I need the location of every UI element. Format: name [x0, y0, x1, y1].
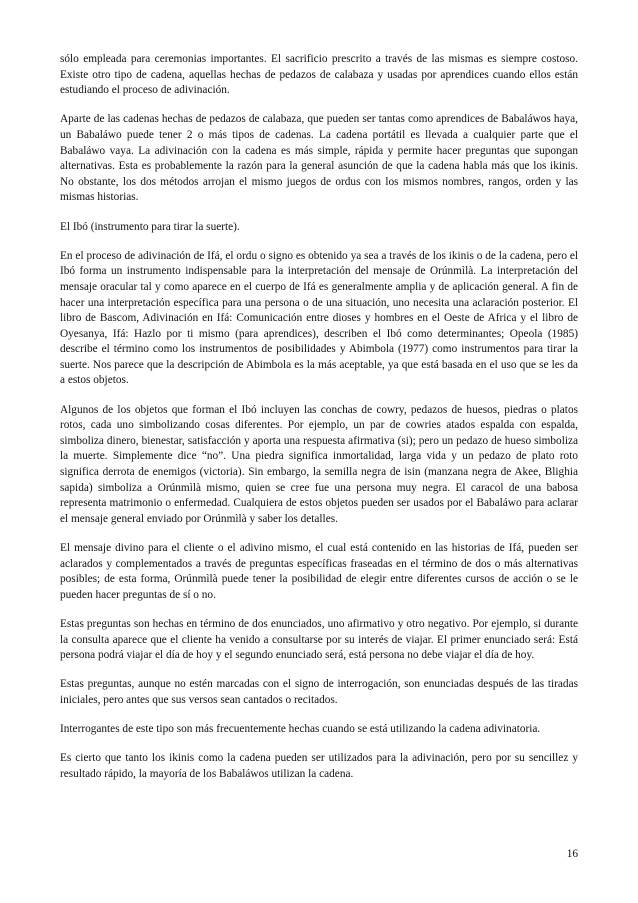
page-number: 16	[566, 848, 578, 860]
paragraph-8: Estas preguntas, aunque no estén marcadas con el signo de interrogación, son enunciadas después de las tiradas iniciales, pero antes que sus versos sean cantados o recitados.	[60, 678, 578, 706]
paragraph-7: Estas preguntas son hechas en término de dos enunciados, uno afirmativo y otro negativo. Por ejemplo, si durante la consulta aparece que el cliente ha venido a consultarse por su interés de viajar. El primer enunciado será: Está persona podrá viajar el día de hoy y el segundo enunciado será, está persona no debe viajar el día de hoy.	[60, 617, 578, 662]
paragraph-2: Aparte de las cadenas hechas de pedazos de calabaza, que pueden ser tantas como aprendices de Babaláwos haya, un Babaláwo puede tener 2 o más tipos de cadenas. La cadena portátil es llevada a cualquier parte que el Babaláwo vaya. La adivinación con la cadena es más simple, rápida y permite hacer preguntas que supongan alternativas. Esta es probablemente la razón para la general asunción de que la cadena habla más que los ikinis. No obstante, los dos métodos arrojan el mismo juegos de ordus con los mismos nombres, rangos, orden y las mismas historias.	[60, 113, 578, 204]
paragraph-10: Es cierto que tanto los ikinis como la cadena pueden ser utilizados para la adivinación, pero por su sencillez y resultado rápido, la mayoría de los Babaláwos utilizan la cadena.	[60, 752, 578, 780]
paragraph-4: En el proceso de adivinación de Ifá, el ordu o signo es obtenido ya sea a través de los ikinis o de la cadena, pero el Ibó forma un instrumento indispensable para la interpretación del mensaje de Orúnmìlà. La interpretación del mensaje oracular tal y como aparece en el cuerpo de Ifá es generalmente amplia y de aplicación general. A fin de hacer una interpretación específica para una persona o de una situación, uno necesita una aclaración posterior. El libro de Bascom, Adivinación en Ifá: Comunicación entre dioses y hombres en el Oeste de Africa y el libro de Oyesanya, Ifá: Hazlo por ti mismo (para aprendices), describen el Ibó como determinantes; Opeola (1985) describe el término como los instrumentos de posibilidades y Abimbola (1977) como instrumentos para tirar la suerte. Nos parece que la descripción de Abimbola es la más aceptable, ya que está basada en el uso que se les da a estos objetos.	[60, 249, 578, 387]
document-body	[60, 52, 578, 796]
paragraph-6: El mensaje divino para el cliente o el adivino mismo, el cual está contenido en las historias de Ifá, pueden ser aclarados y complementados a través de preguntas específicas fraseadas en el término de dos o más alternativas posibles; de esta forma, Orúnmìlà puede tener la posibilidad de elegir entre diferentes cursos de acción o se le pueden hacer preguntas de sí o no.	[60, 542, 578, 601]
section-heading: El Ibó (instrumento para tirar la suerte).	[60, 220, 240, 233]
paragraph-1: sólo empleada para ceremonias importantes. El sacrificio prescrito a través de las mismas es siempre costoso. Existe otro tipo de cadena, aquellas hechas de pedazos de calabaza y usadas por aprendices cuando ellos están estudiando el proceso de adivinación.	[60, 53, 578, 97]
paragraph-5: Algunos de los objetos que forman el Ibó incluyen las conchas de cowry, pedazos de huesos, piedras o platos rotos, cada uno simbolizando cosas diferentes. Por ejemplo, un par de cowries atados espalda con espalda, simboliza dinero, bienestar, satisfacción y aporta una respuesta afirmativa (si); pero un pedazo de hueso simboliza la muerte. Simplemente dice “no”. Una piedra significa inmortalidad, larga vida y un pedazo de plato roto significa derrota de enemigos (victoria). Sin embargo, la semilla negra de isin (manzana negra de Akee, Blighia sapida) simboliza a Orúnmìlà mismo, quien se cree fue una persona muy negra. El caracol de una babosa representa matrimonio o enfermedad. Cualquiera de estos objetos pueden ser usados por el Babaláwo para aclarar el mensaje general enviado por Orúnmìlà y saber los detalles.	[60, 403, 578, 525]
paragraph-9: Interrogantes de este tipo son más frecuentemente hechas cuando se está utilizando la cadena adivinatoria.	[60, 723, 541, 736]
